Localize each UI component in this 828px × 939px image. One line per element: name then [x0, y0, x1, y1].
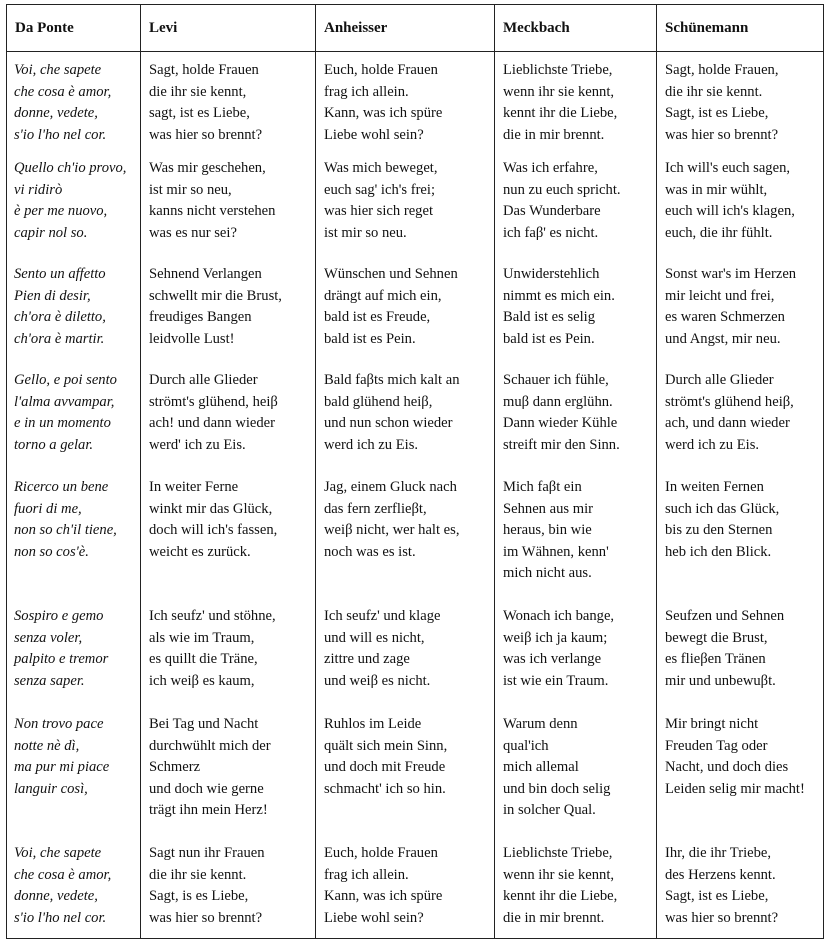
verse-line: was hier sich reget: [324, 203, 434, 219]
verse-line: Euch, holde Frauen: [324, 62, 438, 78]
verse-line: non so cos'è.: [14, 543, 89, 560]
verse-line: languir così,: [14, 780, 88, 797]
verse-line: notte nè dì,: [14, 737, 80, 754]
verse-line: kanns nicht verstehen: [149, 203, 276, 219]
verse-line: Dann wieder Kühle: [503, 415, 618, 431]
column-header-anheisser: Anheisser: [316, 5, 495, 52]
verse-line: Ich seufz' und stöhne,: [149, 608, 276, 624]
verse-line: Liebe wohl sein?: [324, 126, 424, 143]
verse-line: als wie im Traum,: [149, 629, 255, 646]
verse-line: s'io l'ho nel cor.: [14, 126, 107, 143]
verse-line: Was mir geschehen,: [149, 160, 266, 176]
cell-levi: [141, 158, 316, 264]
verse-line: was hier so brennt?: [149, 126, 263, 143]
verse-line: weiβ ich ja kaum;: [503, 629, 608, 646]
verse-line: Ruhlos im Leide: [324, 716, 422, 732]
verse-line: Mich faβt ein: [503, 479, 582, 495]
verse-line: capir nol so.: [14, 224, 88, 241]
cell-levi: [141, 606, 316, 714]
stanza-row: [7, 477, 824, 606]
verse-line: weicht es zurück.: [149, 543, 251, 560]
verse-line: nun zu euch spricht.: [503, 181, 621, 198]
column-header-meckbach: Meckbach: [495, 5, 657, 52]
cell-schuenemann: [657, 370, 824, 477]
verse-line: heb ich den Blick.: [665, 543, 772, 560]
stanza-row: [7, 158, 824, 264]
verse-line: winkt mir das Glück,: [149, 500, 273, 517]
verse-line: Sagt, is es Liebe,: [149, 888, 249, 904]
verse-line: im Wähnen, kenn': [503, 543, 609, 560]
verse-line: Jag, einem Gluck nach: [324, 479, 457, 495]
verse-line: Schmerz: [149, 759, 201, 775]
cell-meckbach: [495, 52, 657, 159]
verse-line: torno a gelar.: [14, 436, 94, 453]
cell-levi: [141, 370, 316, 477]
verse-line: e in un momento: [14, 415, 111, 431]
verse-line: Lieblichste Triebe,: [503, 845, 613, 861]
verse-line: In weiter Ferne: [149, 479, 239, 495]
header-row: [7, 5, 824, 52]
cell-anheisser: [316, 370, 495, 477]
verse-line: Euch, holde Frauen: [324, 845, 438, 861]
verse-line: frag ich allein.: [324, 83, 409, 100]
verse-line: ist mir so neu.: [324, 224, 407, 241]
verse-line: Quello ch'io provo,: [14, 160, 127, 176]
verse-line: ch'ora è martir.: [14, 330, 105, 347]
verse-line: donne, vedete,: [14, 105, 98, 121]
verse-line: Durch alle Glieder: [665, 372, 774, 388]
verse-line: und bin doch selig: [503, 780, 611, 797]
verse-line: Wünschen und Sehnen: [324, 266, 458, 282]
translation-table: [6, 4, 824, 939]
cell-da-ponte: [7, 52, 141, 159]
verse-line: Kann, was ich spüre: [324, 888, 443, 904]
verse-line: Seufzen und Sehnen: [665, 608, 785, 624]
cell-da-ponte: [7, 264, 141, 370]
cell-anheisser: [316, 264, 495, 370]
verse-line: es quillt die Träne,: [149, 651, 258, 667]
verse-line: und weiβ es nicht.: [324, 672, 431, 689]
stanza-row: [7, 370, 824, 477]
cell-anheisser: [316, 606, 495, 714]
cell-levi: [141, 477, 316, 606]
verse-line: werd ich zu Eis.: [324, 436, 419, 453]
cell-anheisser: [316, 158, 495, 264]
cell-meckbach: [495, 477, 657, 606]
verse-line: frag ich allein.: [324, 866, 409, 883]
verse-line: ach! und dann wieder: [149, 415, 276, 431]
cell-da-ponte: [7, 606, 141, 714]
verse-line: Sehnen aus mir: [503, 500, 593, 517]
stanza-body: [7, 52, 824, 939]
verse-line: werd' ich zu Eis.: [149, 436, 246, 453]
verse-line: die ihr sie kennt.: [149, 866, 247, 883]
verse-line: Lieblichste Triebe,: [503, 62, 613, 78]
verse-line: Voi, che sapete: [14, 845, 102, 861]
verse-line: vi ridirò: [14, 181, 63, 198]
cell-schuenemann: [657, 714, 824, 843]
verse-line: Durch alle Glieder: [149, 372, 258, 388]
verse-line: Bei Tag und Nacht: [149, 716, 259, 732]
verse-line: palpito e tremor: [14, 651, 109, 667]
cell-anheisser: [316, 52, 495, 159]
stanza-row: [7, 714, 824, 843]
cell-levi: [141, 52, 316, 159]
verse-line: quält sich mein Sinn,: [324, 737, 448, 754]
verse-line: mir und unbewuβt.: [665, 672, 776, 689]
verse-line: heraus, bin wie: [503, 522, 592, 538]
cell-meckbach: [495, 158, 657, 264]
verse-line: s'io l'ho nel cor.: [14, 909, 107, 926]
verse-line: es flieβen Tränen: [665, 651, 766, 667]
cell-schuenemann: [657, 158, 824, 264]
verse-line: und will es nicht,: [324, 629, 425, 646]
verse-line: die ihr sie kennt.: [665, 83, 763, 100]
verse-line: freudiges Bangen: [149, 309, 252, 325]
verse-line: bald ist es Pein.: [503, 330, 595, 347]
verse-line: schwellt mir die Brust,: [149, 287, 282, 304]
verse-line: zittre und zage: [324, 651, 410, 667]
verse-line: senza saper.: [14, 672, 85, 689]
verse-line: drängt auf mich ein,: [324, 287, 442, 304]
verse-line: was in mir wühlt,: [665, 181, 768, 198]
verse-line: wenn ihr sie kennt,: [503, 83, 615, 100]
verse-line: streift mir den Sinn.: [503, 436, 620, 453]
verse-line: ist mir so neu,: [149, 181, 232, 198]
verse-line: das fern zerflieβt,: [324, 500, 427, 517]
verse-line: Wonach ich bange,: [503, 608, 615, 624]
verse-line: was hier so brennt?: [149, 909, 263, 926]
verse-line: weiβ nicht, wer halt es,: [324, 522, 460, 538]
cell-anheisser: [316, 843, 495, 939]
cell-meckbach: [495, 370, 657, 477]
verse-line: und Angst, mir neu.: [665, 330, 781, 347]
verse-line: strömt's glühend, heiβ: [149, 393, 278, 410]
verse-line: Pien di desir,: [14, 287, 91, 304]
cell-schuenemann: [657, 843, 824, 939]
verse-line: leidvolle Lust!: [149, 330, 235, 347]
verse-line: nimmt es mich ein.: [503, 287, 615, 304]
verse-line: Liebe wohl sein?: [324, 909, 424, 926]
verse-line: che cosa è amor,: [14, 83, 112, 100]
verse-line: muβ dann erglühn.: [503, 393, 613, 410]
verse-line: durchwühlt mich der: [149, 737, 271, 754]
verse-line: kennt ihr die Liebe,: [503, 105, 618, 121]
cell-da-ponte: [7, 714, 141, 843]
verse-line: was ich verlange: [503, 651, 602, 667]
translation-comparison-page: [6, 4, 823, 928]
verse-line: ich weiβ es kaum,: [149, 672, 255, 689]
verse-line: Ich seufz' und klage: [324, 608, 441, 624]
verse-line: Ricerco un bene: [14, 479, 109, 495]
verse-line: Kann, was ich spüre: [324, 105, 443, 121]
verse-line: kennt ihr die Liebe,: [503, 888, 618, 904]
cell-meckbach: [495, 714, 657, 843]
verse-line: In weiten Fernen: [665, 479, 764, 495]
verse-line: Was mich beweget,: [324, 160, 438, 176]
verse-line: Gello, e poi sento: [14, 372, 117, 388]
verse-line: euch, die ihr fühlt.: [665, 224, 773, 241]
verse-line: Sonst war's im Herzen: [665, 266, 797, 282]
verse-line: mir leicht und frei,: [665, 287, 775, 304]
cell-meckbach: [495, 606, 657, 714]
stanza-row: [7, 52, 824, 159]
verse-line: Sagt, holde Frauen,: [665, 62, 779, 78]
verse-line: Sagt, ist es Liebe,: [665, 888, 769, 904]
verse-line: die in mir brennt.: [503, 909, 605, 926]
verse-line: in solcher Qual.: [503, 802, 596, 818]
verse-line: bewegt die Brust,: [665, 629, 768, 646]
verse-line: Sagt, holde Frauen: [149, 62, 259, 78]
verse-line: ach, und dann wieder: [665, 415, 790, 431]
cell-da-ponte: [7, 477, 141, 606]
verse-line: es waren Schmerzen: [665, 309, 785, 325]
verse-line: und nun schon wieder: [324, 415, 453, 431]
verse-line: non so ch'il tiene,: [14, 522, 117, 538]
column-header-da-ponte: Da Ponte: [7, 5, 141, 52]
verse-line: ich faβ' es nicht.: [503, 224, 599, 241]
verse-line: bald ist es Freude,: [324, 309, 431, 325]
verse-line: was es nur sei?: [149, 224, 237, 241]
verse-line: des Herzens kennt.: [665, 866, 776, 883]
verse-line: die ihr sie kennt,: [149, 83, 247, 100]
verse-line: Was ich erfahre,: [503, 160, 598, 176]
verse-line: Sagt nun ihr Frauen: [149, 845, 265, 861]
verse-line: bald ist es Pein.: [324, 330, 416, 347]
verse-line: Sagt, ist es Liebe,: [665, 105, 769, 121]
verse-line: Warum denn: [503, 716, 578, 732]
verse-line: Sento un affetto: [14, 266, 106, 282]
verse-line: such ich das Glück,: [665, 500, 780, 517]
verse-line: mich allemal: [503, 759, 579, 775]
cell-meckbach: [495, 843, 657, 939]
verse-line: l'alma avvampar,: [14, 393, 115, 410]
verse-line: und doch wie gerne: [149, 780, 264, 797]
verse-line: Nacht, und doch dies: [665, 759, 789, 775]
verse-line: strömt's glühend heiβ,: [665, 393, 794, 410]
verse-line: noch was es ist.: [324, 543, 416, 560]
cell-levi: [141, 714, 316, 843]
verse-line: che cosa è amor,: [14, 866, 112, 883]
verse-line: qual'ich: [503, 737, 549, 754]
verse-line: euch will ich's klagen,: [665, 203, 795, 219]
cell-levi: [141, 843, 316, 939]
verse-line: Das Wunderbare: [503, 203, 601, 219]
verse-line: Mir bringt nicht: [665, 716, 759, 732]
cell-meckbach: [495, 264, 657, 370]
verse-line: euch sag' ich's frei;: [324, 181, 436, 198]
verse-line: donne, vedete,: [14, 888, 98, 904]
verse-line: Voi, che sapete: [14, 62, 102, 78]
verse-line: Ich will's euch sagen,: [665, 160, 791, 176]
stanza-row: [7, 843, 824, 939]
verse-line: Freuden Tag oder: [665, 737, 768, 754]
verse-line: Ihr, die ihr Triebe,: [665, 845, 772, 861]
stanza-row: [7, 606, 824, 714]
cell-anheisser: [316, 714, 495, 843]
verse-line: bald glühend heiβ,: [324, 393, 433, 410]
cell-levi: [141, 264, 316, 370]
cell-schuenemann: [657, 52, 824, 159]
verse-line: Non trovo pace: [14, 716, 104, 732]
verse-line: senza voler,: [14, 629, 83, 646]
verse-line: ma pur mi piace: [14, 759, 110, 775]
verse-line: fuori di me,: [14, 500, 82, 517]
cell-da-ponte: [7, 843, 141, 939]
column-header-levi: Levi: [141, 5, 316, 52]
cell-anheisser: [316, 477, 495, 606]
cell-schuenemann: [657, 264, 824, 370]
verse-line: Unwiderstehlich: [503, 266, 600, 282]
verse-line: was hier so brennt?: [665, 909, 779, 926]
verse-line: Leiden selig mir macht!: [665, 780, 805, 797]
stanza-row: [7, 264, 824, 370]
verse-line: sagt, ist es Liebe,: [149, 105, 250, 121]
verse-line: schmacht' ich so hin.: [324, 780, 446, 797]
cell-schuenemann: [657, 477, 824, 606]
verse-line: was hier so brennt?: [665, 126, 779, 143]
cell-da-ponte: [7, 158, 141, 264]
verse-line: Bald faβts mich kalt an: [324, 372, 460, 388]
verse-line: Sospiro e gemo: [14, 608, 104, 624]
verse-line: è per me nuovo,: [14, 203, 108, 219]
verse-line: Sehnend Verlangen: [149, 266, 262, 282]
cell-schuenemann: [657, 606, 824, 714]
verse-line: mich nicht aus.: [503, 565, 592, 581]
verse-line: bis zu den Sternen: [665, 522, 773, 538]
cell-da-ponte: [7, 370, 141, 477]
verse-line: doch will ich's fassen,: [149, 522, 278, 538]
verse-line: trägt ihn mein Herz!: [149, 802, 268, 818]
verse-line: die in mir brennt.: [503, 126, 605, 143]
verse-line: werd ich zu Eis.: [665, 436, 760, 453]
verse-line: wenn ihr sie kennt,: [503, 866, 615, 883]
verse-line: und doch mit Freude: [324, 759, 446, 775]
verse-line: Bald ist es selig: [503, 309, 596, 325]
verse-line: Schauer ich fühle,: [503, 372, 609, 388]
verse-line: ist wie ein Traum.: [503, 672, 609, 689]
column-header-schuenemann: Schünemann: [657, 5, 824, 52]
verse-line: ch'ora è diletto,: [14, 309, 106, 325]
